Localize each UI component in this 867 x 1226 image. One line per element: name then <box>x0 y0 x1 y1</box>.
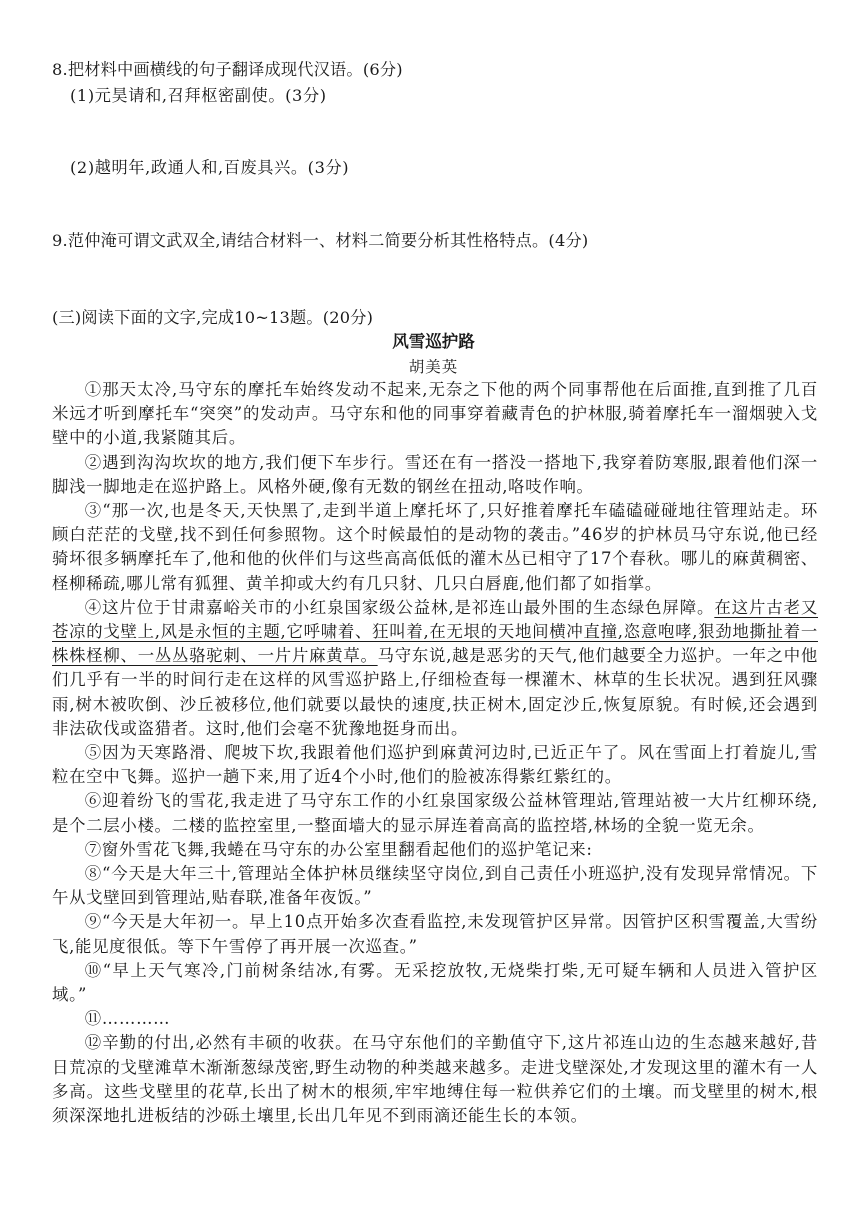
question-9-stem: 9.范仲淹可谓文武双全,请结合材料一、材料二简要分析其性格特点。(4分) <box>52 231 589 250</box>
article-title: 风雪巡护路 <box>392 332 475 351</box>
paragraph-5: ⑤因为天寒路滑、爬坡下坎,我跟着他们巡护到麻黄河边时,已近正午了。风在雪面上打着旋儿,雪粒在空中飞舞。巡护一趟下来,用了近4个小时,他们的脸被冻得紫红紫红的。 <box>52 743 818 787</box>
paragraph-7: ⑦窗外雪花飞舞,我蜷在马守东的办公室里翻看起他们的巡护笔记来: <box>84 839 593 859</box>
article-body <box>52 378 818 1128</box>
article-author: 胡美英 <box>408 358 459 376</box>
paragraph-10: ⑩“早上天气寒冷,门前树条结冰,有雾。无采挖放牧,无烧柴打柴,无可疑车辆和人员进入管护区域。” <box>52 960 818 1005</box>
section-3-heading: (三)阅读下面的文字,完成10~13题。(20分) <box>52 308 374 327</box>
paragraph-4-underlined-sentence: 在这片古老又苍凉的戈壁上,风是永恒的主题,它呼啸着、狂叫着,在无垠的天地间横冲直撞,恣意咆哮,狠劲地撕扯着一株株柽柳、一丛丛骆驼刺、一片片麻黄草。 <box>52 597 819 666</box>
question-8-subquestion-1: (1)元昊请和,召拜枢密副使。(3分) <box>70 86 327 105</box>
paragraph-11: ⑪………… <box>84 1009 171 1029</box>
paragraph-4-rest: 马守东说,越是恶劣的天气,他们越要全力巡护。一年之中他们几乎有一半的时间行走在这样的风雪巡护路上,仔细检查每一棵灌木、林草的生长状况。遇到狂风骤雨,树木被吹倒、沙丘被移位,他们就要以最快的速度,扶正树木,固定沙丘,恢复原貌。有时候,还会遇到非法砍伐或盗猎者。这时,他们会毫不犹豫地挺身而出。 <box>52 646 818 738</box>
paragraph-2: ②遇到沟沟坎坎的地方,我们便下车步行。雪还在有一搭没一搭地下,我穿着防寒服,跟着他们深一脚浅一脚地走在巡护路上。风格外硬,像有无数的钢丝在扭动,咯吱作响。 <box>52 452 818 496</box>
question-8-stem: 8.把材料中画横线的句子翻译成现代汉语。(6分) <box>52 60 403 79</box>
paragraph-6: ⑥迎着纷飞的雪花,我走进了马守东工作的小红泉国家级公益林管理站,管理站被一大片红柳环绕,是个二层小楼。二楼的监控室里,一整面墙大的显示屏连着高高的监控塔,林场的全貌一览无余。 <box>52 791 818 835</box>
paragraph-9: ⑨“今天是大年初一。早上10点开始多次查看监控,未发现管护区异常。因管护区积雪覆盖,大雪纷飞,能见度很低。等下午雪停了再开展一次巡查。” <box>52 912 818 956</box>
paragraph-3: ③“那一次,也是冬天,天快黑了,走到半道上摩托坏了,只好推着摩托车磕磕碰碰地往管理站走。环顾白茫茫的戈壁,找不到任何参照物。这个时候最怕的是动物的袭击。”46岁的护林员马守东说,他已经骑坏很多辆摩托车了,他和他的伙伴们与这些高高低低的灌木丛已相守了17个春秋。哪儿的麻黄稠密、柽柳稀疏,哪儿常有狐狸、黄羊抑或大约有几只豺、几只白唇鹿,他们都了如指掌。 <box>52 501 818 593</box>
paragraph-4 <box>52 596 818 741</box>
question-8-subquestion-2: (2)越明年,政通人和,百废具兴。(3分) <box>70 158 350 177</box>
paragraph-12: ⑫辛勤的付出,必然有丰硕的收获。在马守东他们的辛勤值守下,这片祁连山边的生态越来越好,昔日荒凉的戈壁滩草木渐渐葱绿茂密,野生动物的种类越来越多。走进戈壁深处,才发现这里的灌木有一人多高。这些戈壁里的花草,长出了树木的根须,牢牢地缚住每一粒供养它们的土壤。而戈壁里的树木,根须深深地扎进板结的沙砾土壤里,长出几年见不到雨滴还能生长的本领。 <box>52 1033 818 1126</box>
paragraph-1: ①那天太冷,马守东的摩托车始终发动不起来,无奈之下他的两个同事帮他在后面推,直到推了几百米远才听到摩托车“突突”的发动声。马守东和他的同事穿着藏青色的护林服,骑着摩托车一溜烟驶入戈壁中的小道,我紧随其后。 <box>52 380 818 448</box>
paragraph-4-intro: ④这片位于甘肃嘉峪关市的小红泉国家级公益林,是祁连山最外围的生态绿色屏障。 <box>84 597 715 617</box>
paragraph-8: ⑧“今天是大年三十,管理站全体护林员继续坚守岗位,到自己责任小班巡护,没有发现异常情况。下午从戈壁回到管理站,贴春联,准备年夜饭。” <box>52 864 818 908</box>
